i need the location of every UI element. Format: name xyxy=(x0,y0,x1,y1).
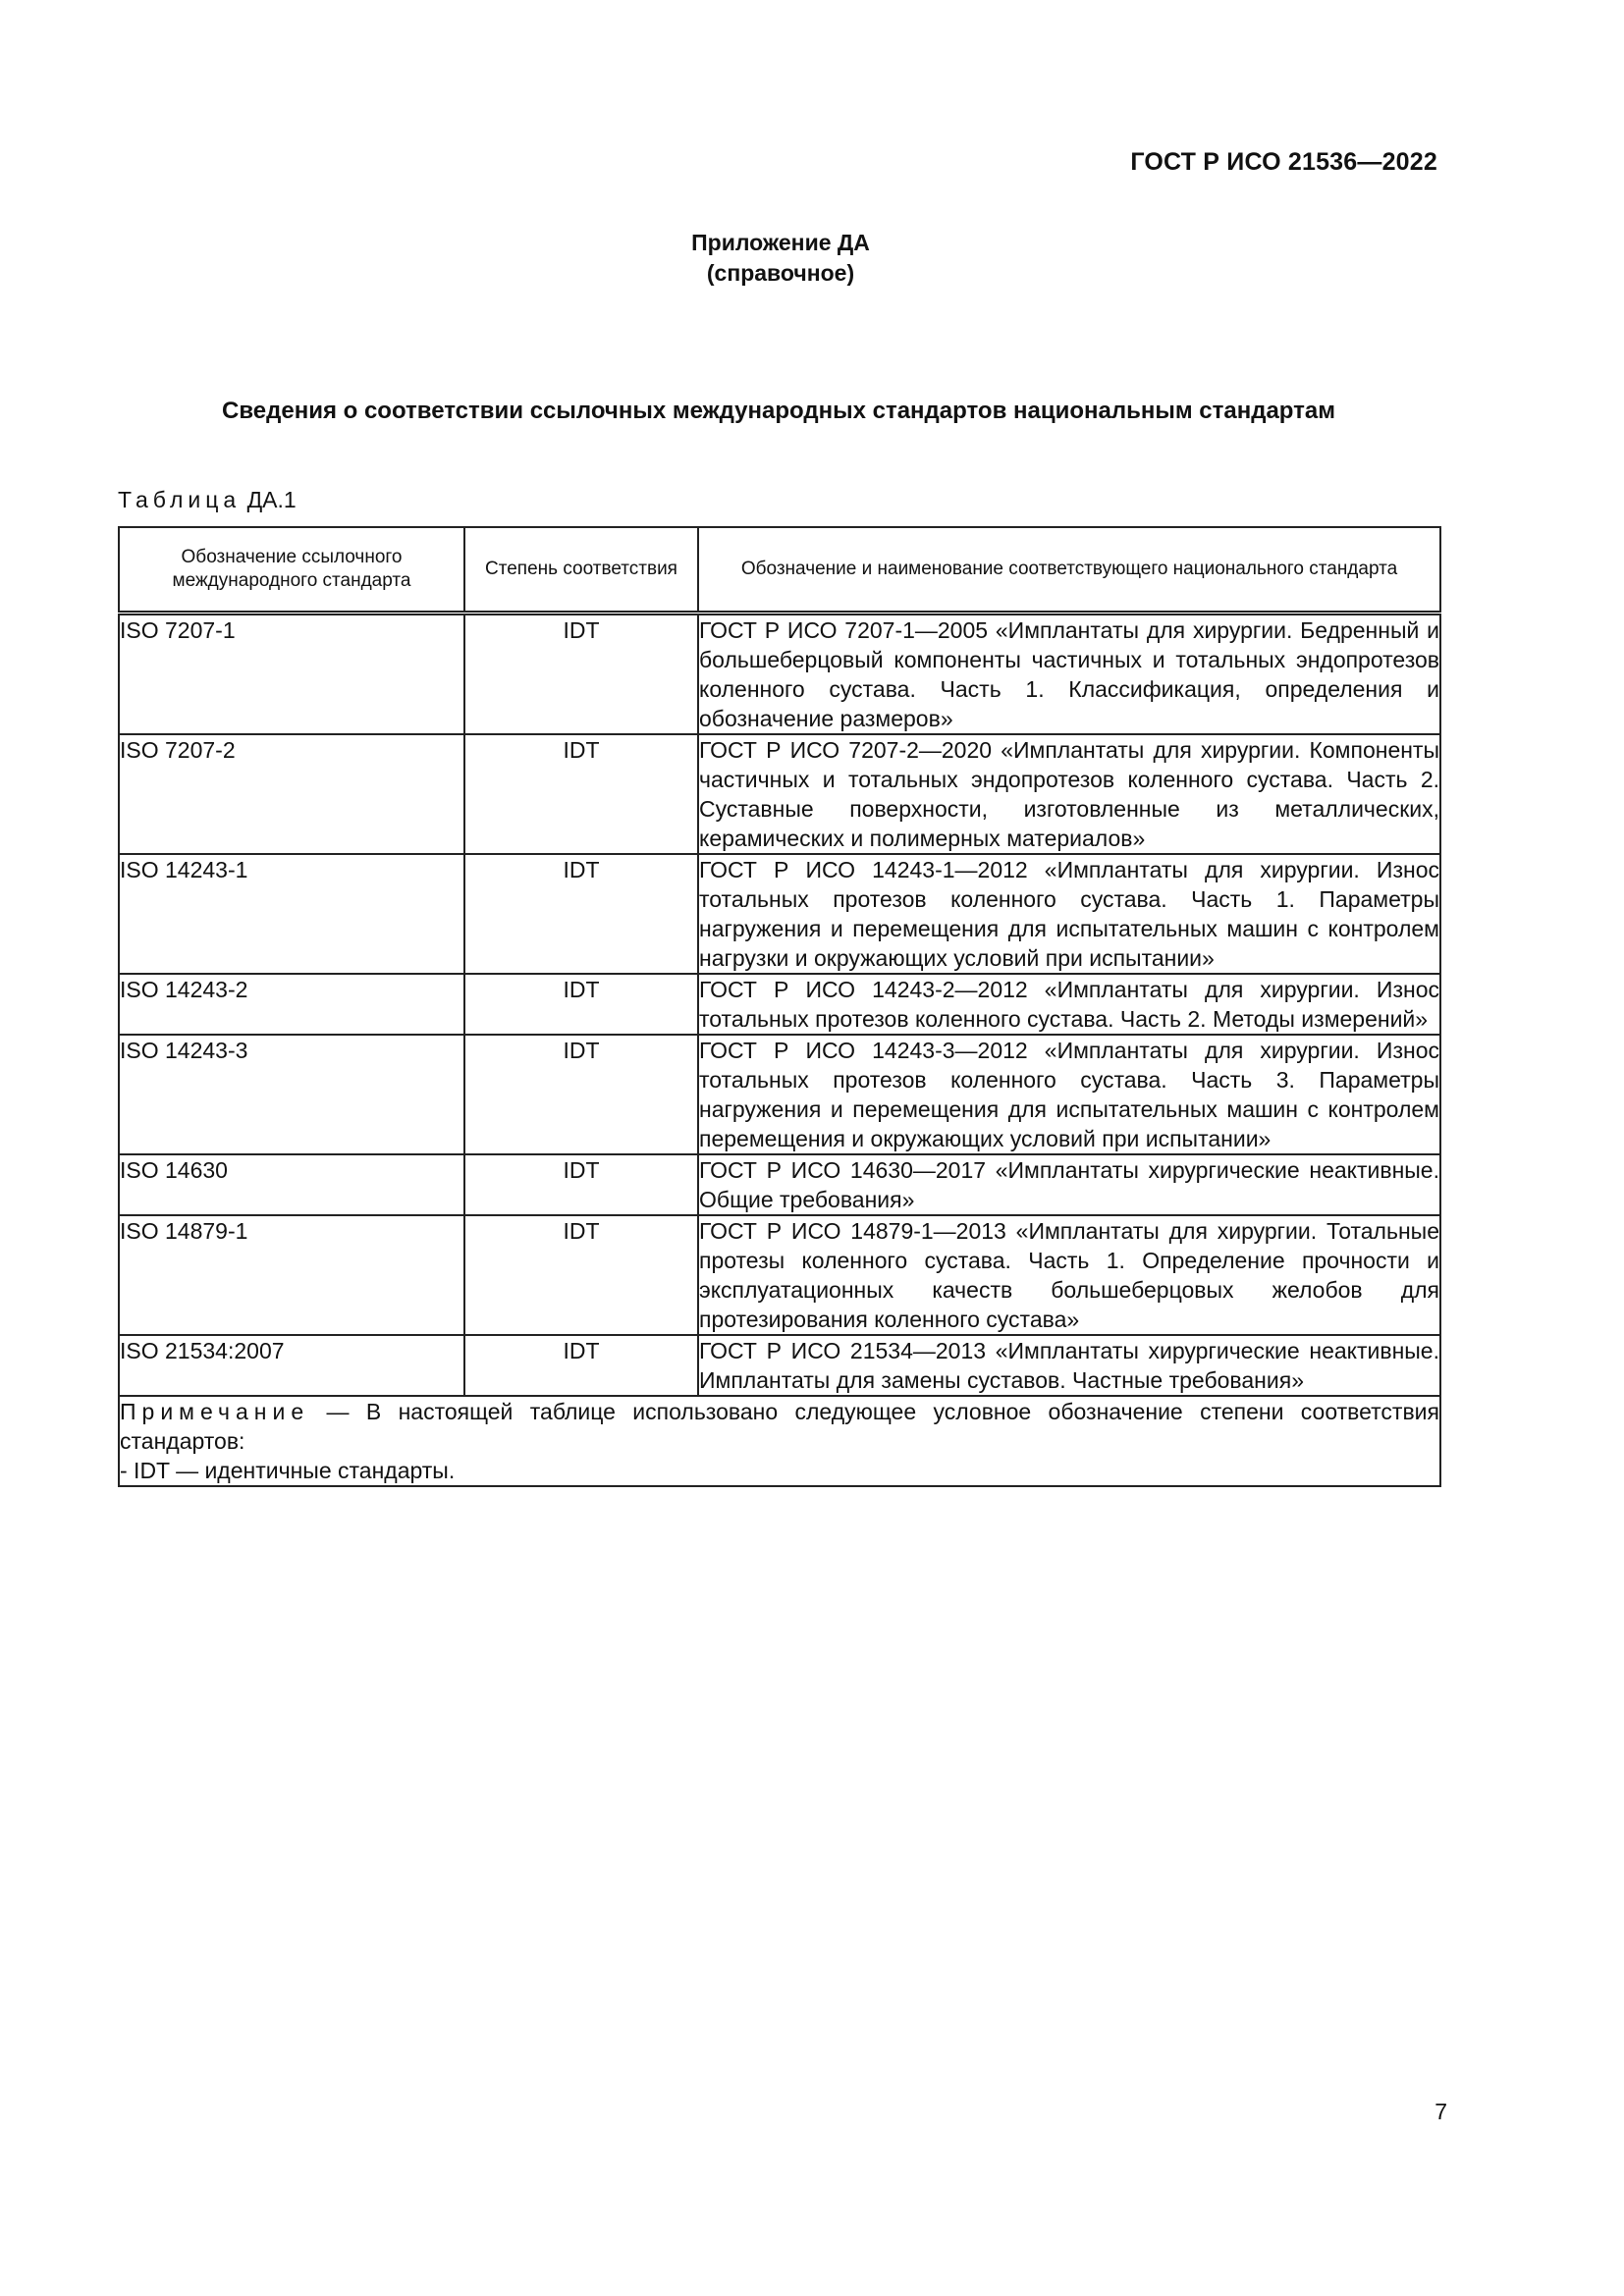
national-standard-cell: ГОСТ Р ИСО 14243-2—2012 «Имплантаты для хирургии. Износ тотальных протезов коленного сустава. Часть 2. Методы измерений» xyxy=(698,974,1440,1035)
table-caption xyxy=(118,487,297,513)
annex-title: Приложение ДА xyxy=(691,230,870,255)
degree-cell: IDT xyxy=(464,1335,698,1396)
table-caption-label: Таблица xyxy=(118,487,242,512)
international-standard-cell: ISO 7207-2 xyxy=(119,734,464,854)
table-row xyxy=(119,854,1440,974)
national-standard-cell: ГОСТ Р ИСО 14243-3—2012 «Имплантаты для хирургии. Износ тотальных протезов коленного сустава. Часть 3. Параметры нагружения и перемещения для испытательных машин с контролем перемещения и окружающих условий при испытании» xyxy=(698,1035,1440,1154)
international-standard-cell: ISO 7207-1 xyxy=(119,614,464,735)
column-header-international: Обозначение ссылочного международного стандарта xyxy=(119,527,464,614)
section-title: Сведения о соответствии ссылочных международных стандартов национальным стандартам xyxy=(222,398,1335,424)
national-standard-cell: ГОСТ Р ИСО 7207-1—2005 «Имплантаты для хирургии. Бедренный и большеберцовый компоненты частичных и тотальных эндопротезов коленного сустава. Часть 1. Классификация, определения и обозначение размеров» xyxy=(698,614,1440,735)
annex-heading xyxy=(0,228,1561,289)
international-standard-cell: ISO 21534:2007 xyxy=(119,1335,464,1396)
document-code: ГОСТ Р ИСО 21536—2022 xyxy=(1130,148,1437,176)
degree-cell: IDT xyxy=(464,1215,698,1335)
international-standard-cell: ISO 14630 xyxy=(119,1154,464,1215)
national-standard-cell: ГОСТ Р ИСО 14630—2017 «Имплантаты хирургические неактивные. Общие требования» xyxy=(698,1154,1440,1215)
table-row xyxy=(119,1035,1440,1154)
table-row xyxy=(119,1215,1440,1335)
degree-cell: IDT xyxy=(464,614,698,735)
table-row xyxy=(119,974,1440,1035)
national-standard-cell: ГОСТ Р ИСО 14243-1—2012 «Имплантаты для хирургии. Износ тотальных протезов коленного сустава. Часть 1. Параметры нагружения и перемещения для испытательных машин с контролем нагрузки и окружающих условий при испытании» xyxy=(698,854,1440,974)
page-number: 7 xyxy=(1435,2099,1447,2124)
international-standard-cell: ISO 14243-2 xyxy=(119,974,464,1035)
international-standard-cell: ISO 14879-1 xyxy=(119,1215,464,1335)
note-item: - IDT — идентичные стандарты. xyxy=(120,1458,456,1483)
table-row xyxy=(119,1335,1440,1396)
national-standard-cell: ГОСТ Р ИСО 14879-1—2013 «Имплантаты для хирургии. Тотальные протезы коленного сустава. Часть 1. Определение прочности и эксплуатационных качеств большеберцовых желобов для протезирования коленного сустава» xyxy=(698,1215,1440,1335)
degree-cell: IDT xyxy=(464,974,698,1035)
table-note-row xyxy=(119,1396,1440,1486)
correspondence-table xyxy=(118,526,1441,1487)
national-standard-cell: ГОСТ Р ИСО 21534—2013 «Имплантаты хирургические неактивные. Имплантаты для замены суставов. Частные требования» xyxy=(698,1335,1440,1396)
table-row xyxy=(119,614,1440,735)
note-text: — В настоящей таблице использовано следующее условное обозначение степени соответствия стандартов: xyxy=(120,1399,1439,1454)
international-standard-cell: ISO 14243-1 xyxy=(119,854,464,974)
table-row xyxy=(119,1154,1440,1215)
degree-cell: IDT xyxy=(464,1154,698,1215)
table-header-row xyxy=(119,527,1440,614)
degree-cell: IDT xyxy=(464,854,698,974)
table-caption-number: ДА.1 xyxy=(246,487,297,512)
column-header-degree: Степень соответствия xyxy=(464,527,698,614)
national-standard-cell: ГОСТ Р ИСО 7207-2—2020 «Имплантаты для хирургии. Компоненты частичных и тотальных эндопротезов коленного сустава. Часть 2. Суставные поверхности, изготовленные из металлических, керамических и полимерных материалов» xyxy=(698,734,1440,854)
table-note xyxy=(119,1396,1440,1486)
degree-cell: IDT xyxy=(464,734,698,854)
international-standard-cell: ISO 14243-3 xyxy=(119,1035,464,1154)
column-header-national: Обозначение и наименование соответствующего национального стандарта xyxy=(698,527,1440,614)
note-label: Примечание xyxy=(120,1399,310,1424)
annex-subtitle: (справочное) xyxy=(706,260,855,286)
degree-cell: IDT xyxy=(464,1035,698,1154)
table-row xyxy=(119,734,1440,854)
